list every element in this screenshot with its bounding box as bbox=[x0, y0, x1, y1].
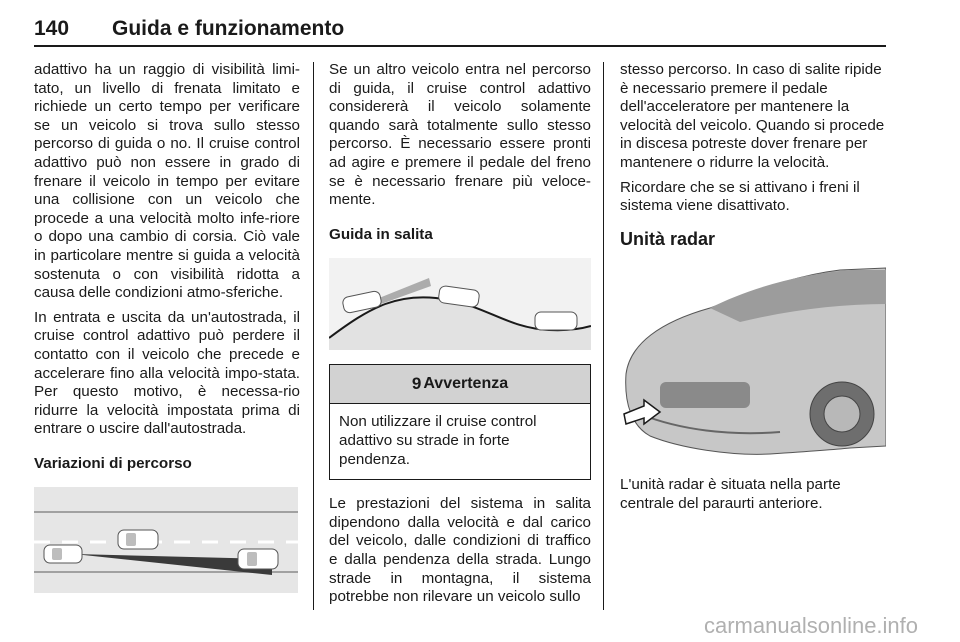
right-paragraph-1: stesso percorso. In caso di salite ripide è necessario premere il pedale dell'acceleratore per mantenere la velocità del veicolo. Quando si procede in discesa potreste dover frenare per mantenere o ridurre la velocità. bbox=[620, 61, 885, 171]
heading-radar-unit: Unità radar bbox=[620, 228, 716, 249]
uphill-illustration bbox=[329, 258, 591, 350]
watermark-url: carmanualsonline.info bbox=[704, 613, 919, 638]
warning-icon: 9 bbox=[411, 374, 422, 394]
right-column bbox=[620, 61, 886, 520]
warning-title: Avvertenza bbox=[423, 375, 509, 393]
right-paragraph-2: Ricordare che se si attivano i freni il sistema viene disattivato. bbox=[620, 178, 860, 215]
lane-change-illustration bbox=[34, 487, 298, 593]
left-paragraph-2: In entrata e uscita da un'autostrada, il cruise control adattivo può perdere il contatto con il veicolo che precede e accelerare fino alla velocità impo-stata. Per questo motivo, è necessa-rio ridurre la velocità impostata prima di entrare o uscire dall'autostrada. bbox=[34, 308, 300, 438]
chapter-title: Guida e funzionamento bbox=[112, 17, 345, 40]
warning-text: Non utilizzare il cruise control adattivo su strade in forte pendenza. bbox=[339, 413, 537, 468]
warning-header bbox=[330, 365, 590, 404]
right-paragraph-3: L'unità radar è situata nella parte centrale del paraurti anteriore. bbox=[620, 476, 841, 512]
left-column bbox=[34, 61, 300, 593]
middle-paragraph-1: Se un altro veicolo entra nel percorso di guida, il cruise control adattivo considererà il veicolo solamente quando sarà totalmente sullo stesso percorso. È necessario essere pronti ad agire e premere il pedale del freno se è necessario frenare più veloce-mente. bbox=[329, 61, 591, 209]
radar-unit-car-illustration bbox=[620, 264, 886, 464]
sub-heading-uphill-driving: Guida in salita bbox=[329, 225, 433, 243]
page-number: 140 bbox=[34, 17, 70, 40]
middle-paragraph-2: Le prestazioni del sistema in salita dipendono dalla velocità e dal carico del veicolo, dalle condizioni di traffico e dalla pendenza della strada. Lungo strade in montagna, il sistema potrebbe non rilevare un veicolo sullo bbox=[329, 495, 591, 606]
sub-heading-route-changes: Variazioni di percorso bbox=[34, 454, 192, 472]
middle-column bbox=[329, 61, 591, 613]
left-paragraph-1: adattivo ha un raggio di visibilità limi-tato, un livello di frenata limitato e richiede un certo tempo per verificare se un veicolo si trova sullo stesso percorso di guida o no. Il cruise control adattivo può non essere in grado di frenare il veicolo in tempo per evitare una collisione con un veicolo che procede a una velocità molto infe-riore o dopo una cambio di corsia. Ciò vale in particolare mentre si guida a velocità sostenuta o con visibilità ridotta a causa delle condizioni atmo-sferiche. bbox=[34, 61, 300, 302]
column-divider-2 bbox=[603, 62, 604, 610]
column-divider-1 bbox=[313, 62, 314, 610]
warning-box bbox=[329, 364, 591, 480]
header-rule bbox=[34, 45, 886, 47]
